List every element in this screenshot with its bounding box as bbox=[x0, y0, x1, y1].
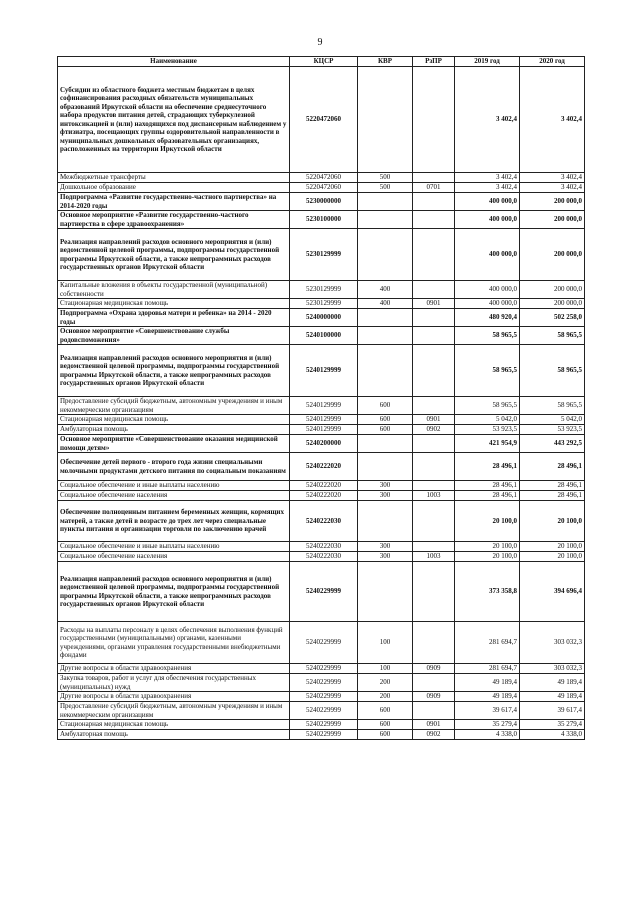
row-2020-cell: 28 496,1 bbox=[520, 453, 585, 481]
row-name-cell: Закупка товаров, работ и услуг для обеспечения государственных (муниципальных) нужд bbox=[58, 674, 290, 692]
row-rzpr-cell: 0901 bbox=[413, 720, 455, 730]
row-kvr-cell: 300 bbox=[358, 481, 413, 491]
row-2020-cell: 5 042,0 bbox=[520, 415, 585, 425]
table-row bbox=[58, 281, 585, 299]
row-kcsr-cell: 5240129999 bbox=[290, 345, 358, 397]
row-rzpr-cell: 0902 bbox=[413, 425, 455, 435]
row-name-cell: Расходы на выплаты персоналу в целях обеспечения выполнения функций государственными (муниципальными) органами, казенными учреждениями, органами управления государственными внебюджетными фондами bbox=[58, 622, 290, 664]
row-2019-cell: 400 000,0 bbox=[455, 229, 520, 281]
row-kcsr-cell: 5240229999 bbox=[290, 702, 358, 720]
row-name-cell: Реализация направлений расходов основного мероприятия и (или) ведомственной целевой программы, подпрограммы государственной программы Иркутской области, а также непрограммных расходов государственных органов Иркутской области bbox=[58, 229, 290, 281]
row-name-cell: Амбулаторная помощь bbox=[58, 730, 290, 740]
header-name: Наименование bbox=[58, 57, 290, 67]
row-kvr-cell: 600 bbox=[358, 425, 413, 435]
row-kcsr-cell: 5240222020 bbox=[290, 491, 358, 501]
row-kcsr-cell: 5240222020 bbox=[290, 481, 358, 491]
header-2020: 2020 год bbox=[520, 57, 585, 67]
row-rzpr-cell: 0701 bbox=[413, 183, 455, 193]
row-2019-cell: 28 496,1 bbox=[455, 453, 520, 481]
row-kcsr-cell: 5240129999 bbox=[290, 425, 358, 435]
row-kvr-cell bbox=[358, 67, 413, 173]
row-2019-cell: 58 965,5 bbox=[455, 397, 520, 415]
table-row bbox=[58, 309, 585, 327]
table-row bbox=[58, 562, 585, 622]
row-2020-cell: 394 696,4 bbox=[520, 562, 585, 622]
row-2020-cell: 28 496,1 bbox=[520, 481, 585, 491]
row-2019-cell: 400 000,0 bbox=[455, 193, 520, 211]
row-kvr-cell: 400 bbox=[358, 281, 413, 299]
row-rzpr-cell bbox=[413, 622, 455, 664]
row-rzpr-cell: 0909 bbox=[413, 664, 455, 674]
row-kvr-cell: 600 bbox=[358, 397, 413, 415]
row-name-cell: Обеспечение детей первого - второго года жизни специальными молочными продуктами детского питания по социальным показаниям bbox=[58, 453, 290, 481]
row-kcsr-cell: 5240229999 bbox=[290, 664, 358, 674]
table-row bbox=[58, 664, 585, 674]
row-rzpr-cell: 0902 bbox=[413, 730, 455, 740]
row-kcsr-cell: 5240222030 bbox=[290, 552, 358, 562]
row-2020-cell: 3 402,4 bbox=[520, 67, 585, 173]
row-rzpr-cell: 0901 bbox=[413, 415, 455, 425]
row-rzpr-cell bbox=[413, 542, 455, 552]
row-kcsr-cell: 5240222030 bbox=[290, 501, 358, 542]
row-kvr-cell bbox=[358, 309, 413, 327]
row-kcsr-cell: 5220472060 bbox=[290, 173, 358, 183]
header-rzpr: РзПР bbox=[413, 57, 455, 67]
table-row bbox=[58, 622, 585, 664]
table-row bbox=[58, 491, 585, 501]
row-2020-cell: 28 496,1 bbox=[520, 491, 585, 501]
row-2020-cell: 39 617,4 bbox=[520, 702, 585, 720]
table-row bbox=[58, 211, 585, 229]
row-kcsr-cell: 5240229999 bbox=[290, 720, 358, 730]
page-number: 9 bbox=[317, 37, 323, 48]
header-2019: 2019 год bbox=[455, 57, 520, 67]
table-row bbox=[58, 692, 585, 702]
row-2019-cell: 4 338,0 bbox=[455, 730, 520, 740]
row-name-cell: Подпрограмма «Охрана здоровья матери и ребенка» на 2014 - 2020 годы bbox=[58, 309, 290, 327]
table-row bbox=[58, 674, 585, 692]
row-rzpr-cell bbox=[413, 229, 455, 281]
table-row bbox=[58, 397, 585, 415]
row-kvr-cell: 600 bbox=[358, 730, 413, 740]
row-2020-cell: 502 258,0 bbox=[520, 309, 585, 327]
row-name-cell: Предоставление субсидий бюджетным, автономным учреждениям и иным некоммерческим организациям bbox=[58, 702, 290, 720]
budget-table bbox=[57, 56, 585, 740]
row-2019-cell: 421 954,9 bbox=[455, 435, 520, 453]
row-rzpr-cell bbox=[413, 173, 455, 183]
table-row bbox=[58, 173, 585, 183]
header-kcsr: КЦСР bbox=[290, 57, 358, 67]
table-row bbox=[58, 183, 585, 193]
row-2019-cell: 400 000,0 bbox=[455, 299, 520, 309]
table-body bbox=[58, 67, 585, 740]
row-kvr-cell bbox=[358, 193, 413, 211]
row-2019-cell: 53 923,5 bbox=[455, 425, 520, 435]
row-2020-cell: 53 923,5 bbox=[520, 425, 585, 435]
row-2019-cell: 5 042,0 bbox=[455, 415, 520, 425]
row-name-cell: Обеспечение полноценным питанием беременных женщин, кормящих матерей, а также детей в возрасте до трех лет через специальные пункты питания и организации торговли по заключению врачей bbox=[58, 501, 290, 542]
table-row bbox=[58, 453, 585, 481]
row-name-cell: Основное мероприятие «Развитие государственно-частного партнерства в сфере здравоохранения» bbox=[58, 211, 290, 229]
table-row bbox=[58, 542, 585, 552]
row-2019-cell: 400 000,0 bbox=[455, 211, 520, 229]
row-kcsr-cell: 5240000000 bbox=[290, 309, 358, 327]
table-row bbox=[58, 730, 585, 740]
row-2020-cell: 58 965,5 bbox=[520, 345, 585, 397]
row-kvr-cell: 200 bbox=[358, 674, 413, 692]
row-rzpr-cell bbox=[413, 67, 455, 173]
table-header-row bbox=[58, 57, 585, 67]
row-2019-cell: 20 100,0 bbox=[455, 552, 520, 562]
row-name-cell: Субсидии из областного бюджета местным бюджетам в целях софинансирования расходных обязательств муниципальных образований Иркутской области на обеспечение среднесуточного набора продуктов питания детей, страдающих туберкулезной интоксикацией и (или) находящихся под диспансерным наблюдением у фтизиатра, посещающих группы оздоровительной направленности в муниципальных дошкольных образовательных организациях, расположенных на территории Иркутской области bbox=[58, 67, 290, 173]
row-2019-cell: 39 617,4 bbox=[455, 702, 520, 720]
row-kcsr-cell: 5240229999 bbox=[290, 674, 358, 692]
header-kvr: КВР bbox=[358, 57, 413, 67]
row-name-cell: Социальное обеспечение населения bbox=[58, 491, 290, 501]
row-kvr-cell: 600 bbox=[358, 720, 413, 730]
row-2020-cell: 49 189,4 bbox=[520, 692, 585, 702]
row-2020-cell: 3 402,4 bbox=[520, 173, 585, 183]
row-2019-cell: 49 189,4 bbox=[455, 674, 520, 692]
row-2020-cell: 3 402,4 bbox=[520, 183, 585, 193]
row-2020-cell: 303 032,3 bbox=[520, 664, 585, 674]
table-row bbox=[58, 501, 585, 542]
row-name-cell: Дошкольное образование bbox=[58, 183, 290, 193]
row-kvr-cell bbox=[358, 562, 413, 622]
row-name-cell: Стационарная медицинская помощь bbox=[58, 415, 290, 425]
row-name-cell: Другие вопросы в области здравоохранения bbox=[58, 664, 290, 674]
row-name-cell: Стационарная медицинская помощь bbox=[58, 720, 290, 730]
table-row bbox=[58, 552, 585, 562]
row-name-cell: Основное мероприятие «Совершенствование оказания медицинской помощи детям» bbox=[58, 435, 290, 453]
row-2019-cell: 281 694,7 bbox=[455, 664, 520, 674]
row-kcsr-cell: 5240222030 bbox=[290, 542, 358, 552]
table-row bbox=[58, 435, 585, 453]
row-kvr-cell: 500 bbox=[358, 183, 413, 193]
table-row bbox=[58, 67, 585, 173]
table-row bbox=[58, 702, 585, 720]
row-2020-cell: 4 338,0 bbox=[520, 730, 585, 740]
row-rzpr-cell: 0909 bbox=[413, 692, 455, 702]
row-2020-cell: 443 292,5 bbox=[520, 435, 585, 453]
row-2019-cell: 49 189,4 bbox=[455, 692, 520, 702]
row-kvr-cell: 300 bbox=[358, 491, 413, 501]
row-2019-cell: 58 965,5 bbox=[455, 327, 520, 345]
row-2020-cell: 200 000,0 bbox=[520, 229, 585, 281]
row-name-cell: Амбулаторная помощь bbox=[58, 425, 290, 435]
row-rzpr-cell bbox=[413, 674, 455, 692]
row-2019-cell: 281 694,7 bbox=[455, 622, 520, 664]
row-kcsr-cell: 5230129999 bbox=[290, 299, 358, 309]
row-rzpr-cell bbox=[413, 309, 455, 327]
row-2020-cell: 200 000,0 bbox=[520, 281, 585, 299]
row-kcsr-cell: 5230129999 bbox=[290, 229, 358, 281]
row-2020-cell: 200 000,0 bbox=[520, 299, 585, 309]
row-2020-cell: 58 965,5 bbox=[520, 397, 585, 415]
row-kvr-cell: 400 bbox=[358, 299, 413, 309]
row-2019-cell: 373 358,8 bbox=[455, 562, 520, 622]
row-rzpr-cell: 1003 bbox=[413, 491, 455, 501]
row-rzpr-cell bbox=[413, 281, 455, 299]
row-2020-cell: 58 965,5 bbox=[520, 327, 585, 345]
row-kcsr-cell: 5240100000 bbox=[290, 327, 358, 345]
row-kcsr-cell: 5240229999 bbox=[290, 692, 358, 702]
row-kvr-cell bbox=[358, 229, 413, 281]
row-kvr-cell bbox=[358, 501, 413, 542]
row-rzpr-cell bbox=[413, 327, 455, 345]
table-row bbox=[58, 229, 585, 281]
table-row bbox=[58, 327, 585, 345]
row-2019-cell: 400 000,0 bbox=[455, 281, 520, 299]
table-row bbox=[58, 425, 585, 435]
row-2019-cell: 20 100,0 bbox=[455, 501, 520, 542]
row-2019-cell: 3 402,4 bbox=[455, 183, 520, 193]
table-row bbox=[58, 299, 585, 309]
row-name-cell: Другие вопросы в области здравоохранения bbox=[58, 692, 290, 702]
row-name-cell: Капитальные вложения в объекты государственной (муниципальной) собственности bbox=[58, 281, 290, 299]
row-kvr-cell: 600 bbox=[358, 702, 413, 720]
row-2020-cell: 200 000,0 bbox=[520, 211, 585, 229]
row-kcsr-cell: 5220472060 bbox=[290, 183, 358, 193]
row-kvr-cell: 100 bbox=[358, 664, 413, 674]
row-kvr-cell bbox=[358, 453, 413, 481]
row-kcsr-cell: 5240229999 bbox=[290, 562, 358, 622]
row-2019-cell: 28 496,1 bbox=[455, 481, 520, 491]
row-kcsr-cell: 5240129999 bbox=[290, 415, 358, 425]
row-name-cell: Реализация направлений расходов основного мероприятия и (или) ведомственной целевой программы, подпрограммы государственной программы Иркутской области, а также непрограммных расходов государственных органов Иркутской области bbox=[58, 345, 290, 397]
row-2020-cell: 20 100,0 bbox=[520, 552, 585, 562]
row-rzpr-cell bbox=[413, 501, 455, 542]
row-rzpr-cell bbox=[413, 211, 455, 229]
row-kvr-cell bbox=[358, 211, 413, 229]
row-name-cell: Подпрограмма «Развитие государственно-частного партнерства» на 2014-2020 годы bbox=[58, 193, 290, 211]
row-rzpr-cell bbox=[413, 562, 455, 622]
row-name-cell: Стационарная медицинская помощь bbox=[58, 299, 290, 309]
row-kcsr-cell: 5240229999 bbox=[290, 730, 358, 740]
row-kcsr-cell: 5240229999 bbox=[290, 622, 358, 664]
row-kcsr-cell: 5240200000 bbox=[290, 435, 358, 453]
row-kvr-cell bbox=[358, 327, 413, 345]
row-2019-cell: 58 965,5 bbox=[455, 345, 520, 397]
row-2020-cell: 49 189,4 bbox=[520, 674, 585, 692]
row-2019-cell: 3 402,4 bbox=[455, 67, 520, 173]
row-kvr-cell bbox=[358, 435, 413, 453]
row-kvr-cell: 500 bbox=[358, 173, 413, 183]
row-rzpr-cell: 0901 bbox=[413, 299, 455, 309]
row-2020-cell: 35 279,4 bbox=[520, 720, 585, 730]
row-kcsr-cell: 5240222020 bbox=[290, 453, 358, 481]
row-name-cell: Межбюджетные трансферты bbox=[58, 173, 290, 183]
row-name-cell: Предоставление субсидий бюджетным, автономным учреждениям и иным некоммерческим организациям bbox=[58, 397, 290, 415]
row-2019-cell: 480 920,4 bbox=[455, 309, 520, 327]
row-rzpr-cell: 1003 bbox=[413, 552, 455, 562]
table-row bbox=[58, 193, 585, 211]
row-rzpr-cell bbox=[413, 453, 455, 481]
row-kvr-cell: 300 bbox=[358, 552, 413, 562]
row-rzpr-cell bbox=[413, 481, 455, 491]
row-kvr-cell: 600 bbox=[358, 415, 413, 425]
row-kcsr-cell: 5230000000 bbox=[290, 193, 358, 211]
row-rzpr-cell bbox=[413, 397, 455, 415]
row-name-cell: Социальное обеспечение населения bbox=[58, 552, 290, 562]
row-2019-cell: 28 496,1 bbox=[455, 491, 520, 501]
row-2019-cell: 3 402,4 bbox=[455, 173, 520, 183]
row-kcsr-cell: 5240129999 bbox=[290, 397, 358, 415]
row-kvr-cell bbox=[358, 345, 413, 397]
row-2020-cell: 20 100,0 bbox=[520, 501, 585, 542]
row-2020-cell: 20 100,0 bbox=[520, 542, 585, 552]
table-row bbox=[58, 481, 585, 491]
row-kcsr-cell: 5220472060 bbox=[290, 67, 358, 173]
row-kvr-cell: 200 bbox=[358, 692, 413, 702]
row-kcsr-cell: 5230100000 bbox=[290, 211, 358, 229]
table-row bbox=[58, 720, 585, 730]
row-rzpr-cell bbox=[413, 345, 455, 397]
table-row bbox=[58, 345, 585, 397]
row-2019-cell: 20 100,0 bbox=[455, 542, 520, 552]
row-2019-cell: 35 279,4 bbox=[455, 720, 520, 730]
row-rzpr-cell bbox=[413, 435, 455, 453]
row-2020-cell: 200 000,0 bbox=[520, 193, 585, 211]
row-name-cell: Основное мероприятие «Совершенствование службы родовспоможения» bbox=[58, 327, 290, 345]
row-rzpr-cell bbox=[413, 702, 455, 720]
row-kvr-cell: 100 bbox=[358, 622, 413, 664]
table-row bbox=[58, 415, 585, 425]
row-kvr-cell: 300 bbox=[358, 542, 413, 552]
row-name-cell: Социальное обеспечение и иные выплаты населению bbox=[58, 542, 290, 552]
row-name-cell: Реализация направлений расходов основного мероприятия и (или) ведомственной целевой программы, подпрограммы государственной программы Иркутской области, а также непрограммных расходов государственных органов Иркутской области bbox=[58, 562, 290, 622]
row-name-cell: Социальное обеспечение и иные выплаты населению bbox=[58, 481, 290, 491]
row-2020-cell: 303 032,3 bbox=[520, 622, 585, 664]
row-kcsr-cell: 5230129999 bbox=[290, 281, 358, 299]
row-rzpr-cell bbox=[413, 193, 455, 211]
